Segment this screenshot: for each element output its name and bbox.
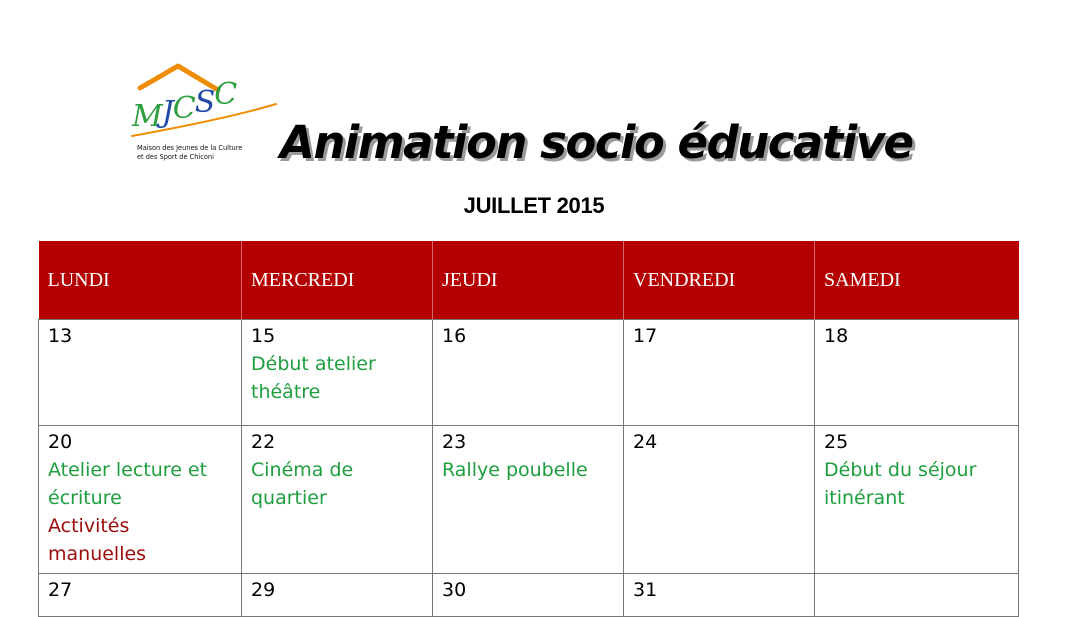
day-cell xyxy=(624,426,815,574)
page-title: Animation socio éducative xyxy=(280,116,913,169)
day-cell xyxy=(815,426,1019,574)
day-number: 13 xyxy=(48,325,73,347)
event-label: Atelier lecture et écriture xyxy=(48,459,208,509)
day-number: 31 xyxy=(633,579,658,601)
day-number: 17 xyxy=(633,325,658,347)
mjcsc-logo xyxy=(126,60,286,172)
event-label: Début atelier théâtre xyxy=(251,353,376,403)
day-cell xyxy=(242,426,433,574)
logo-caption: Maison des Jeunes de la Culture et des Sport de Chiconi xyxy=(137,144,243,161)
logo-letters: MJCSC xyxy=(132,77,237,134)
day-number: 25 xyxy=(824,431,849,453)
calendar-table xyxy=(38,241,1019,617)
day-header: JEUDI xyxy=(433,241,624,320)
day-number: 30 xyxy=(442,579,467,601)
week-row xyxy=(39,320,1019,426)
day-header: SAMEDI xyxy=(815,241,1019,320)
day-cell xyxy=(815,320,1019,426)
week-row xyxy=(39,426,1019,574)
day-cell xyxy=(624,320,815,426)
day-cell xyxy=(433,320,624,426)
day-header: LUNDI xyxy=(39,241,242,320)
day-cell xyxy=(433,426,624,574)
calendar-body xyxy=(39,320,1019,617)
logo-graphic xyxy=(126,60,286,144)
day-number: 22 xyxy=(251,431,276,453)
day-number: 16 xyxy=(442,325,467,347)
event-label: Rallye poubelle xyxy=(442,459,588,481)
day-number: 18 xyxy=(824,325,849,347)
day-cell xyxy=(39,426,242,574)
day-cell xyxy=(39,320,242,426)
day-number: 20 xyxy=(48,431,73,453)
day-header: MERCREDI xyxy=(242,241,433,320)
day-number: 24 xyxy=(633,431,658,453)
month-heading: JUILLET 2015 xyxy=(463,193,605,218)
day-header: VENDREDI xyxy=(624,241,815,320)
day-number: 15 xyxy=(251,325,276,347)
event-label: Cinéma de quartier xyxy=(251,459,354,509)
event-label: Début du séjour itinérant xyxy=(824,459,977,509)
day-number: 27 xyxy=(48,579,73,601)
day-cell xyxy=(242,320,433,426)
day-number: 23 xyxy=(442,431,467,453)
calendar-header-row xyxy=(39,241,1019,320)
day-number: 29 xyxy=(251,579,276,601)
event-label: Activités manuelles xyxy=(48,515,147,565)
